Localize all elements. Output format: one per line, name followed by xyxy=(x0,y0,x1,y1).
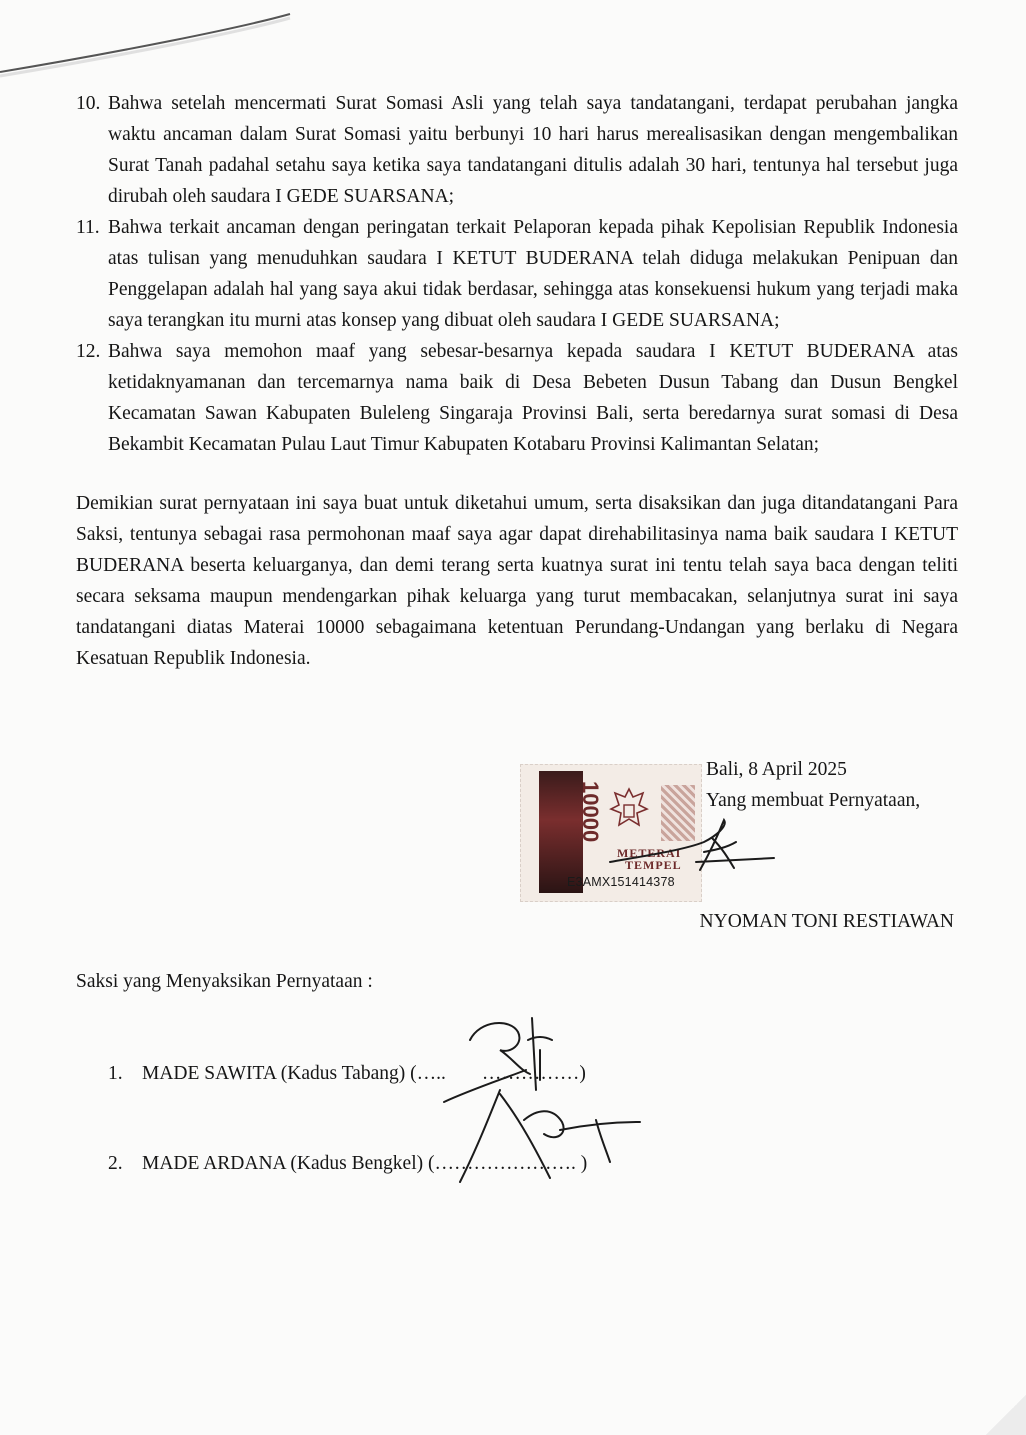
stamp-serial: E3AMX151414378 xyxy=(567,875,675,889)
item-text: Bahwa setelah mencermati Surat Somasi Asli yang telah saya tandatangani, terdapat perubahan jangka waktu ancaman dalam Surat Somasi yaitu berbunyi 10 hari harus merealisasikan dengan mengembalikan Surat Tanah padahal setahu saya ketika saya tandatangani ditulis adalah 30 hari, tentunya hal tersebut juga dirubah oleh saudara I GEDE SUARSANA; xyxy=(108,93,958,207)
stamp-label-meterai: METERAI xyxy=(617,846,682,860)
witness-dots: ……………) xyxy=(481,1063,586,1084)
place-and-date: Bali, 8 April 2025 xyxy=(706,759,847,780)
item-number: 12. xyxy=(76,341,101,362)
maker-label: Yang membuat Pernyataan, xyxy=(706,790,921,811)
witness-number: 1. xyxy=(108,1063,123,1084)
statement-body xyxy=(76,88,958,674)
maker-signature xyxy=(604,812,784,886)
stamp-value: 10000 xyxy=(578,781,603,843)
witness-number: 2. xyxy=(108,1153,123,1174)
witness-signatures xyxy=(440,1010,650,1190)
statement-item-10 xyxy=(76,88,958,212)
paper-fold-shadow xyxy=(0,0,1026,90)
witness-title: Saksi yang Menyaksikan Pernyataan : xyxy=(76,971,373,992)
page-corner-shadow xyxy=(986,1395,1026,1435)
witness-name: MADE ARDANA (Kadus Bengkel) ( xyxy=(142,1153,435,1174)
item-text: Bahwa saya memohon maaf yang sebesar-besarnya kepada saudara I KETUT BUDERANA atas ketidaknyamanan dan tercemarnya nama baik di Desa Bebeten Dusun Tabang dan Dusun Bengkel Kecamatan Sawan Kabupaten Buleleng Singaraja Provinsi Bali, serta beredarnya surat somasi di Desa Bekambit Kecamatan Pulau Laut Timur Kabupaten Kotabaru Provinsi Kalimantan Selatan; xyxy=(108,341,958,455)
statement-item-12 xyxy=(76,336,958,460)
witness-name: MADE SAWITA (Kadus Tabang) (….. xyxy=(142,1063,446,1084)
stamp-label-tempel: TEMPEL xyxy=(625,858,682,872)
closing-paragraph: Demikian surat pernyataan ini saya buat untuk diketahui umum, serta disaksikan dan juga ditandatangani Para Saksi, tentunya sebagai rasa permohonan maaf saya agar dapat direhabilitasinya nama baik saudara I KETUT BUDERANA beserta keluarganya, dan demi terang serta kuatnya surat ini tentu telah saya baca dengan teliti secara seksama maupun mendengarkan pihak keluarga yang turut membacakan, selanjutnya surat ini saya tandatangani diatas Materai 10000 sebagaimana ketentuan Perundang-Undangan yang berlaku di Negara Kesatuan Republik Indonesia. xyxy=(76,493,958,669)
item-number: 11. xyxy=(76,217,100,238)
witness-dots: …………………. ) xyxy=(434,1153,588,1174)
item-text: Bahwa terkait ancaman dengan peringatan terkait Pelaporan kepada pihak Kepolisian Republik Indonesia atas tulisan yang menuduhkan saudara I KETUT BUDERANA telah diduga melakukan Penipuan dan Penggelapan adalah hal yang saya akui tidak berdasar, sehingga atas konsekuensi hukum yang terjadi maka saya terangkan itu murni atas konsep yang dibuat oleh saudara I GEDE SUARSANA; xyxy=(108,217,958,331)
statement-item-11 xyxy=(76,212,958,336)
maker-name: NYOMAN TONI RESTIAWAN xyxy=(699,911,954,932)
item-number: 10. xyxy=(76,93,101,114)
